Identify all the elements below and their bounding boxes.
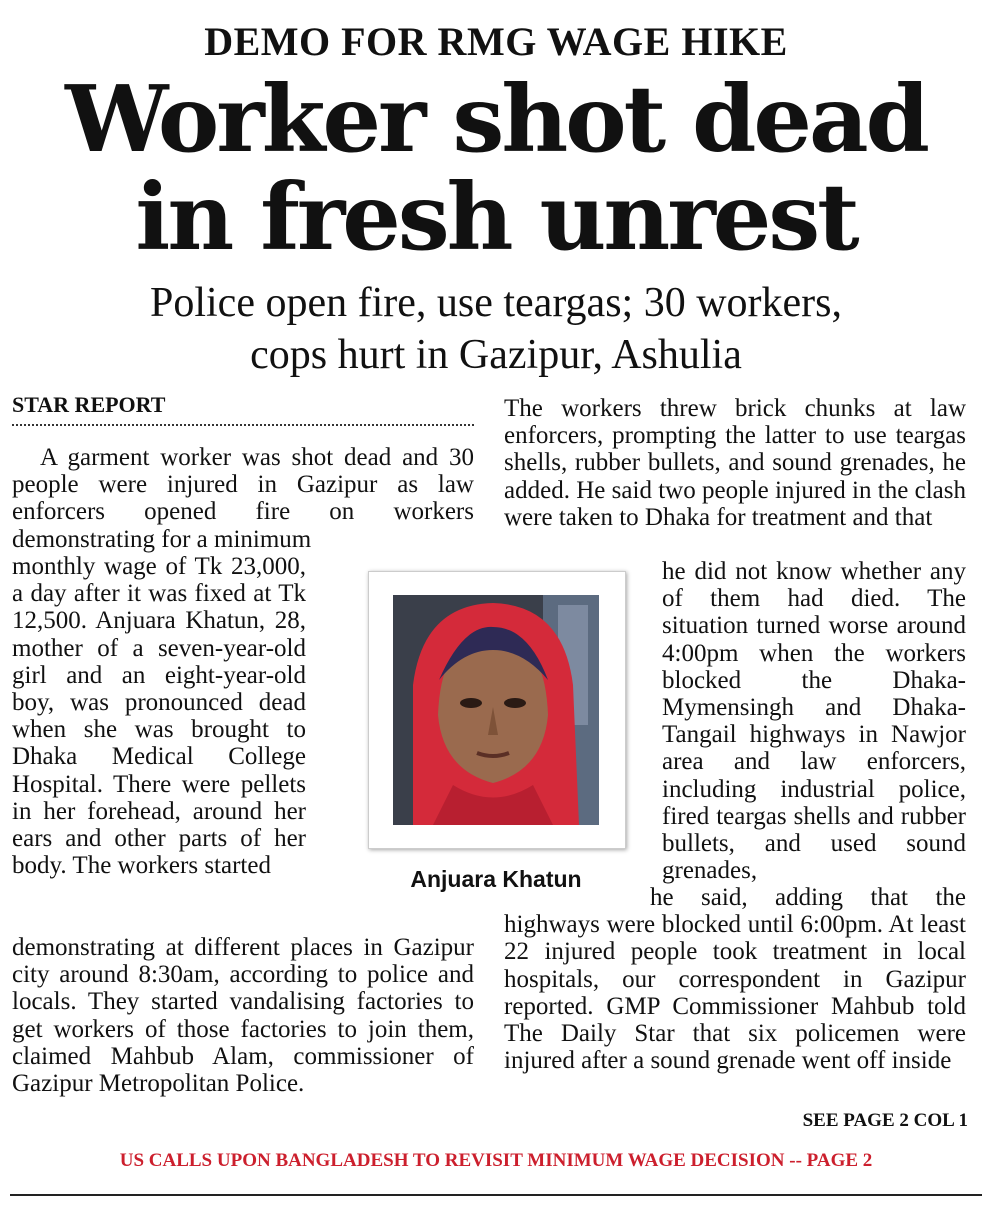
subheadline (0, 277, 992, 381)
subheadline-line-2: cops hurt in Gazipur, Ashulia (250, 332, 742, 378)
story-paragraph-wrap: monthly wage of Tk 23,000, a day after it was fixed at Tk 12,500. Anjuara Khatun, 28, mother of a seven-year-old girl and an eight-year-old boy, was pronounced dead when she was brought to Dhaka Medical College Hospital. There were pellets in her forehead, around her ears and other parts of her body. The workers started (12, 553, 306, 880)
story-column-2-bottom: he said, adding that the highways were blocked until 6:00pm. At least 22 injured people took treatment in local hospitals, our correspondent in Gazipur reported. GMP Commissioner Mahbub told The Daily Star that six policemen were injured after a sound grenade went off inside (504, 884, 966, 1075)
portrait-photo (393, 595, 599, 825)
bottom-rule (10, 1194, 982, 1196)
story-column-2-wrap: he did not know whether any of them had died. The situation turned worse around 4:00pm when the workers blocked the Dhaka-Mymensingh and Dhaka-Tangail highways in Nawjor area and law enforcers, including industrial police, fired teargas shells and rubber bullets, and used sound grenades, (662, 558, 966, 885)
story-column-2-top: The workers threw brick chunks at law enforcers, prompting the latter to use teargas shells, rubber bullets, and sound grenades, he added. He said two people injured in the clash were taken to Dhaka for treatment and that (504, 395, 966, 531)
kicker: DEMO FOR RMG WAGE HIKE (204, 19, 788, 64)
headline-line-2: in fresh unrest (135, 163, 857, 271)
refer-line: US CALLS UPON BANGLADESH TO REVISIT MINIMUM WAGE DECISION -- PAGE 2 (119, 1150, 873, 1171)
byline: STAR REPORT (12, 392, 474, 426)
subheadline-line-1: Police open fire, use teargas; 30 workers, (149, 280, 842, 326)
story-paragraph-continued: demonstrating at different places in Gazipur city around 8:30am, according to police and locals. They started vandalising factories to get workers of those factories to join them, claimed Mahbub Alam, commissioner of Gazipur Metropolitan Police. (12, 934, 474, 1098)
photo-frame (368, 571, 626, 849)
headline (0, 65, 992, 271)
headline-line-1: Worker shot dead (65, 65, 927, 173)
story-paragraph-lead: A garment worker was shot dead and 30 people were injured in Gazipur as law enforcers opened fire on workers demonstrating for a minimum (12, 444, 474, 553)
photo-caption: Anjuara Khatun (410, 866, 582, 892)
jump-line: SEE PAGE 2 COL 1 (802, 1110, 968, 1131)
